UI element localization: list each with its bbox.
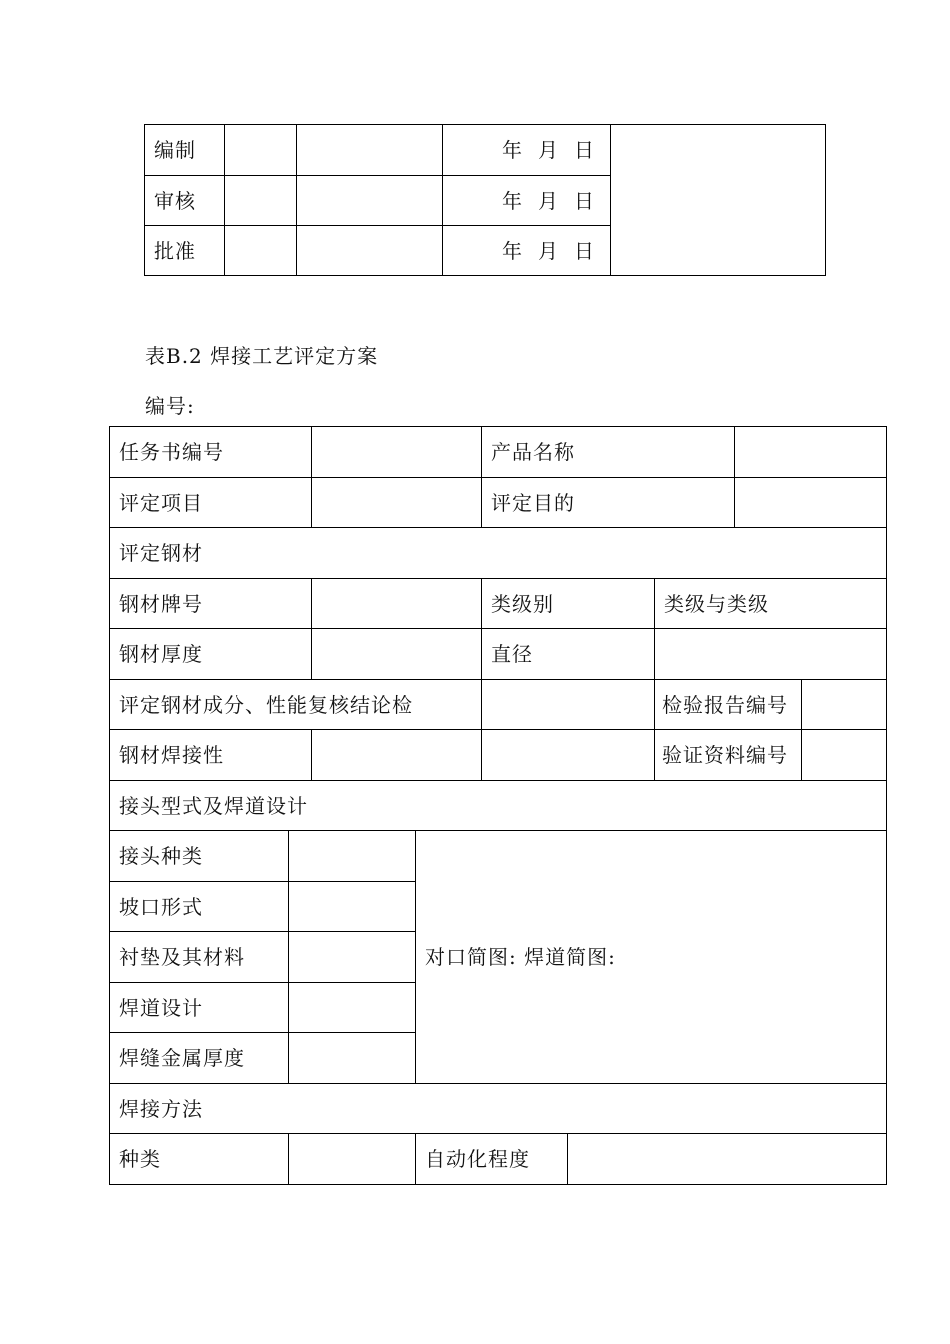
weldability-label: 钢材焊接性 <box>110 730 312 781</box>
table-row <box>110 730 887 781</box>
category-value[interactable]: 类级与类级 <box>655 579 887 629</box>
automation-label: 自动化程度 <box>416 1134 568 1185</box>
signoff-label-review: 审核 <box>145 176 225 226</box>
number-label: 编号: <box>145 394 195 418</box>
weld-procedure-table <box>109 426 887 1185</box>
table-row <box>110 1084 887 1134</box>
table-row <box>110 680 887 730</box>
composition-check-label: 评定钢材成分、性能复核结论检 <box>110 680 482 730</box>
weld-metal-thickness-value[interactable] <box>289 1033 416 1084</box>
backing-label: 衬垫及其材料 <box>110 932 289 983</box>
task-no-label: 任务书编号 <box>110 427 312 478</box>
steel-grade-label: 钢材牌号 <box>110 579 312 629</box>
signoff-name-cell[interactable] <box>225 226 297 276</box>
day-label: 日 <box>574 138 594 162</box>
inspection-report-label: 检验报告编号 <box>655 680 802 730</box>
pass-design-value[interactable] <box>289 983 416 1033</box>
table-title: 表B.2 焊接工艺评定方案 <box>145 344 379 368</box>
weldability-value[interactable] <box>312 730 482 781</box>
year-label: 年 <box>502 188 522 213</box>
signoff-label-approve: 批准 <box>145 226 225 276</box>
signoff-sign-cell[interactable] <box>297 226 443 276</box>
table-row <box>110 478 887 528</box>
eval-purpose-label: 评定目的 <box>482 478 735 528</box>
signoff-row <box>145 125 826 176</box>
groove-form-label: 坡口形式 <box>110 882 289 932</box>
inspection-report-value[interactable] <box>802 680 887 730</box>
day-label: 日 <box>574 188 594 213</box>
month-label: 月 <box>538 238 558 263</box>
eval-purpose-value[interactable] <box>735 478 887 528</box>
signoff-label-compile: 编制 <box>145 125 225 176</box>
weldability-extra[interactable] <box>482 730 655 781</box>
groove-form-value[interactable] <box>289 882 416 932</box>
joint-type-value[interactable] <box>289 831 416 882</box>
diameter-value[interactable] <box>655 629 887 680</box>
automation-value[interactable] <box>568 1134 887 1185</box>
kind-label: 种类 <box>110 1134 289 1185</box>
signoff-date-cell[interactable] <box>443 226 611 276</box>
signoff-table <box>144 124 826 276</box>
signoff-sign-cell[interactable] <box>297 125 443 176</box>
joint-design-section: 接头型式及焊道设计 <box>110 781 887 831</box>
joint-type-label: 接头种类 <box>110 831 289 882</box>
diameter-label: 直径 <box>482 629 655 680</box>
composition-check-value[interactable] <box>482 680 655 730</box>
signoff-name-cell[interactable] <box>225 176 297 226</box>
eval-steel-section: 评定钢材 <box>110 528 887 579</box>
sketch-area[interactable]: 对口简图: 焊道简图: <box>416 831 887 1084</box>
table-row <box>110 528 887 579</box>
kind-value[interactable] <box>289 1134 416 1185</box>
year-label: 年 <box>502 138 522 162</box>
signoff-name-cell[interactable] <box>225 125 297 176</box>
table-row <box>110 831 887 882</box>
signoff-date-cell[interactable] <box>443 125 611 176</box>
signoff-date-cell[interactable] <box>443 176 611 226</box>
task-no-value[interactable] <box>312 427 482 478</box>
product-name-value[interactable] <box>735 427 887 478</box>
weld-metal-thickness-label: 焊缝金属厚度 <box>110 1033 289 1084</box>
day-label: 日 <box>574 238 594 263</box>
pass-design-label: 焊道设计 <box>110 983 289 1033</box>
steel-thickness-value[interactable] <box>312 629 482 680</box>
month-label: 月 <box>538 138 558 162</box>
signoff-sign-cell[interactable] <box>297 176 443 226</box>
eval-item-value[interactable] <box>312 478 482 528</box>
verification-no-value[interactable] <box>802 730 887 781</box>
eval-item-label: 评定项目 <box>110 478 312 528</box>
table-row <box>110 427 887 478</box>
steel-grade-value[interactable] <box>312 579 482 629</box>
category-label: 类级别 <box>482 579 655 629</box>
product-name-label: 产品名称 <box>482 427 735 478</box>
table-row <box>110 1134 887 1185</box>
steel-thickness-label: 钢材厚度 <box>110 629 312 680</box>
welding-method-section: 焊接方法 <box>110 1084 887 1134</box>
table-row <box>110 579 887 629</box>
signoff-stamp-cell[interactable] <box>611 125 826 276</box>
year-label: 年 <box>502 238 522 263</box>
table-row <box>110 629 887 680</box>
table-row <box>110 781 887 831</box>
month-label: 月 <box>538 188 558 213</box>
verification-no-label: 验证资料编号 <box>655 730 802 781</box>
backing-value[interactable] <box>289 932 416 983</box>
